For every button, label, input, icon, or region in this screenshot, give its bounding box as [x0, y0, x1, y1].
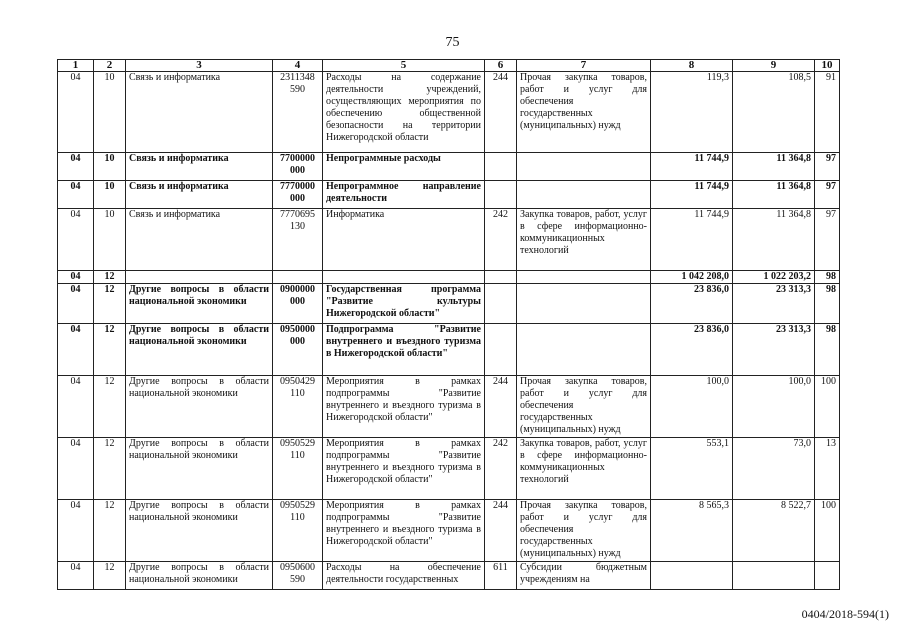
cell-target-name: Непрограммное направление деятельности [323, 181, 485, 209]
cell-target-code: 0900000 000 [273, 284, 323, 324]
cell-percent: 100 [815, 500, 840, 562]
cell-section-name: Связь и информатика [126, 72, 273, 153]
cell-planned: 119,3 [651, 72, 733, 153]
table-row [58, 284, 840, 324]
cell-actual: 8 522,7 [733, 500, 815, 562]
cell-actual: 100,0 [733, 376, 815, 438]
cell-actual: 108,5 [733, 72, 815, 153]
cell-target-name [323, 271, 485, 284]
cell-actual: 11 364,8 [733, 209, 815, 271]
cell-subsection: 10 [94, 181, 126, 209]
cell-percent: 91 [815, 72, 840, 153]
cell-subsection: 10 [94, 72, 126, 153]
cell-planned: 11 744,9 [651, 181, 733, 209]
cell-expense-name: Закупка товаров, работ, услуг в сфере информационно-коммуникационных технологий [517, 438, 651, 500]
cell-expense-name [517, 181, 651, 209]
cell-expense-name [517, 284, 651, 324]
cell-section-name: Связь и информатика [126, 209, 273, 271]
cell-section-name: Другие вопросы в области национальной экономики [126, 438, 273, 500]
cell-section: 04 [58, 72, 94, 153]
table-row [58, 271, 840, 284]
cell-subsection: 12 [94, 324, 126, 376]
cell-percent: 97 [815, 209, 840, 271]
cell-section-name: Другие вопросы в области национальной экономики [126, 562, 273, 590]
column-header: 1 [58, 60, 94, 72]
cell-expense-name: Прочая закупка товаров, работ и услуг для обеспечения государственных (муниципальных) нужд [517, 376, 651, 438]
column-header: 5 [323, 60, 485, 72]
cell-planned [651, 562, 733, 590]
cell-expense-code: 242 [485, 438, 517, 500]
cell-section: 04 [58, 324, 94, 376]
table-row [58, 181, 840, 209]
cell-section: 04 [58, 284, 94, 324]
cell-section: 04 [58, 562, 94, 590]
cell-expense-code [485, 284, 517, 324]
cell-expense-code [485, 153, 517, 181]
cell-expense-name: Прочая закупка товаров, работ и услуг для обеспечения государственных (муниципальных) нужд [517, 500, 651, 562]
cell-subsection: 12 [94, 376, 126, 438]
column-header: 8 [651, 60, 733, 72]
table-row [58, 562, 840, 590]
cell-expense-name: Субсидии бюджетным учреждениям на [517, 562, 651, 590]
column-header: 4 [273, 60, 323, 72]
cell-section: 04 [58, 271, 94, 284]
column-header: 6 [485, 60, 517, 72]
cell-percent: 98 [815, 271, 840, 284]
cell-section-name: Другие вопросы в области национальной экономики [126, 324, 273, 376]
cell-target-code: 0950529 110 [273, 500, 323, 562]
cell-expense-code: 611 [485, 562, 517, 590]
cell-subsection: 10 [94, 153, 126, 181]
table-row [58, 376, 840, 438]
cell-expense-code: 244 [485, 72, 517, 153]
cell-target-code [273, 271, 323, 284]
column-header: 2 [94, 60, 126, 72]
cell-section-name: Связь и информатика [126, 181, 273, 209]
cell-section: 04 [58, 376, 94, 438]
cell-expense-name [517, 271, 651, 284]
table-row [58, 324, 840, 376]
header-row [58, 60, 840, 72]
cell-subsection: 12 [94, 284, 126, 324]
cell-planned: 11 744,9 [651, 209, 733, 271]
cell-expense-code: 244 [485, 500, 517, 562]
cell-section: 04 [58, 500, 94, 562]
cell-actual: 11 364,8 [733, 153, 815, 181]
cell-subsection: 12 [94, 271, 126, 284]
cell-target-name: Мероприятия в рамках подпрограммы "Развитие внутреннего и въездного туризма в Нижегородской области" [323, 438, 485, 500]
cell-target-code: 0950429 110 [273, 376, 323, 438]
cell-percent: 97 [815, 153, 840, 181]
cell-percent [815, 562, 840, 590]
cell-target-code: 0950000 000 [273, 324, 323, 376]
cell-percent: 98 [815, 284, 840, 324]
cell-section-name [126, 271, 273, 284]
cell-target-name: Информатика [323, 209, 485, 271]
cell-percent: 13 [815, 438, 840, 500]
cell-planned: 100,0 [651, 376, 733, 438]
cell-expense-code [485, 181, 517, 209]
cell-section: 04 [58, 181, 94, 209]
table-row [58, 500, 840, 562]
column-header: 9 [733, 60, 815, 72]
cell-target-name: Государственная программа "Развитие культуры Нижегородской области" [323, 284, 485, 324]
cell-target-name: Непрограммные расходы [323, 153, 485, 181]
cell-expense-name: Закупка товаров, работ, услуг в сфере информационно-коммуникационных технологий [517, 209, 651, 271]
cell-section-name: Другие вопросы в области национальной экономики [126, 284, 273, 324]
cell-actual [733, 562, 815, 590]
cell-target-name: Расходы на обеспечение деятельности государственных [323, 562, 485, 590]
cell-target-code: 7770000 000 [273, 181, 323, 209]
cell-subsection: 10 [94, 209, 126, 271]
cell-section: 04 [58, 153, 94, 181]
column-header: 10 [815, 60, 840, 72]
cell-target-name: Подпрограмма "Развитие внутреннего и въездного туризма в Нижегородской области" [323, 324, 485, 376]
table-row [58, 153, 840, 181]
column-header: 7 [517, 60, 651, 72]
cell-percent: 98 [815, 324, 840, 376]
cell-actual: 73,0 [733, 438, 815, 500]
page-number: 75 [445, 35, 460, 50]
cell-target-name: Мероприятия в рамках подпрограммы "Развитие внутреннего и въездного туризма в Нижегородской области" [323, 500, 485, 562]
cell-section-name: Другие вопросы в области национальной экономики [126, 500, 273, 562]
cell-expense-code: 244 [485, 376, 517, 438]
cell-target-name: Расходы на содержание деятельности учреждений, осуществляющих мероприятия по обеспечению общественной безопасности на территории Нижегородской области [323, 72, 485, 153]
table-row [58, 209, 840, 271]
column-header: 3 [126, 60, 273, 72]
table-row [58, 72, 840, 153]
budget-table [57, 59, 840, 590]
cell-expense-name [517, 324, 651, 376]
cell-target-code: 7770695 130 [273, 209, 323, 271]
document-code: 0404/2018-594(1) [801, 607, 889, 621]
cell-section-name: Другие вопросы в области национальной экономики [126, 376, 273, 438]
cell-target-code: 0950529 110 [273, 438, 323, 500]
cell-percent: 97 [815, 181, 840, 209]
cell-target-code: 7700000 000 [273, 153, 323, 181]
cell-subsection: 12 [94, 438, 126, 500]
cell-subsection: 12 [94, 500, 126, 562]
cell-expense-code: 242 [485, 209, 517, 271]
cell-actual: 23 313,3 [733, 284, 815, 324]
table-body [58, 72, 840, 590]
cell-expense-code [485, 271, 517, 284]
table-row [58, 438, 840, 500]
cell-planned: 553,1 [651, 438, 733, 500]
cell-expense-name [517, 153, 651, 181]
cell-expense-name: Прочая закупка товаров, работ и услуг для обеспечения государственных (муниципальных) нужд [517, 72, 651, 153]
cell-planned: 23 836,0 [651, 284, 733, 324]
cell-subsection: 12 [94, 562, 126, 590]
cell-planned: 23 836,0 [651, 324, 733, 376]
cell-actual: 23 313,3 [733, 324, 815, 376]
cell-target-name: Мероприятия в рамках подпрограммы "Развитие внутреннего и въездного туризма в Нижегородской области" [323, 376, 485, 438]
cell-actual: 1 022 203,2 [733, 271, 815, 284]
cell-planned: 11 744,9 [651, 153, 733, 181]
cell-planned: 1 042 208,0 [651, 271, 733, 284]
cell-section: 04 [58, 209, 94, 271]
cell-expense-code [485, 324, 517, 376]
cell-section: 04 [58, 438, 94, 500]
cell-planned: 8 565,3 [651, 500, 733, 562]
cell-percent: 100 [815, 376, 840, 438]
cell-target-code: 2311348 590 [273, 72, 323, 153]
cell-section-name: Связь и информатика [126, 153, 273, 181]
cell-actual: 11 364,8 [733, 181, 815, 209]
cell-target-code: 0950600 590 [273, 562, 323, 590]
